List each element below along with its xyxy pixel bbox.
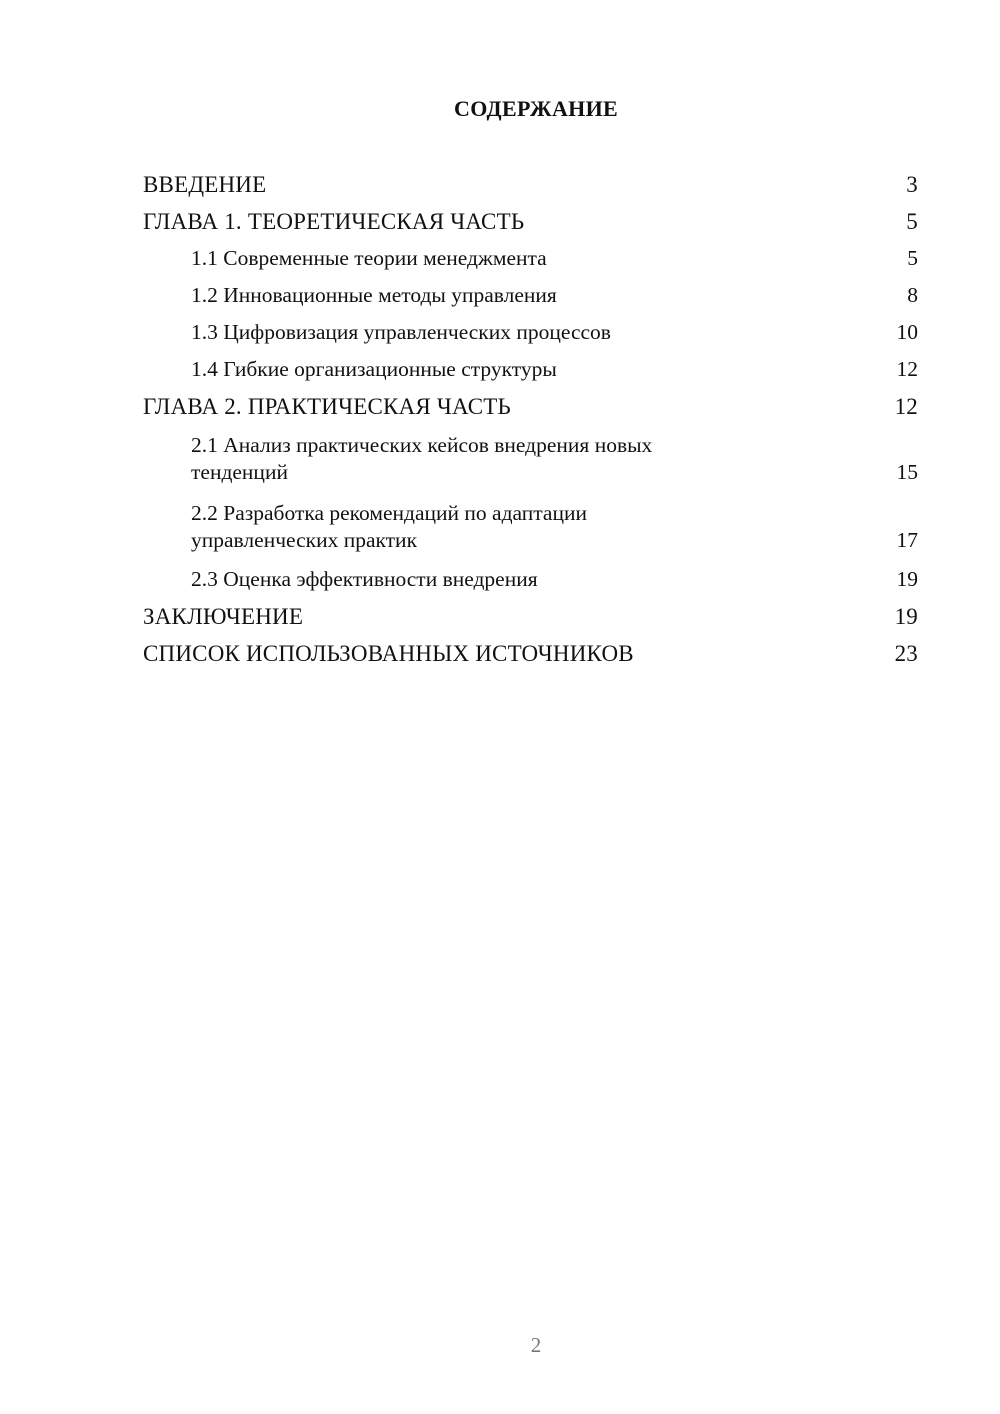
toc-entry-conclusion — [143, 600, 918, 637]
toc-entry-page: 8 — [907, 283, 918, 307]
toc-list — [143, 168, 918, 674]
toc-entry-page: 19 — [896, 567, 918, 591]
toc-entry-section-1-4 — [143, 353, 918, 390]
toc-entry-title: ЗАКЛЮЧЕНИЕ — [143, 604, 304, 629]
toc-entry-page: 10 — [896, 320, 918, 344]
toc-entry-section-2-3 — [143, 563, 918, 600]
toc-entry-title: 2.3 Оценка эффективности внедрения — [191, 567, 538, 591]
toc-entry-page: 3 — [906, 172, 918, 197]
page-number: 2 — [530, 1333, 542, 1357]
toc-entry-introduction — [143, 168, 918, 205]
toc-title: СОДЕРЖАНИЕ — [454, 96, 618, 121]
toc-entry-chapter-1 — [143, 205, 918, 242]
toc-entry-section-2-2 — [143, 495, 918, 563]
toc-entry-title: 1.3 Цифровизация управленческих процессов — [191, 320, 611, 344]
toc-entry-chapter-2 — [143, 390, 918, 427]
toc-entry-title: ГЛАВА 1. ТЕОРЕТИЧЕСКАЯ ЧАСТЬ — [143, 209, 525, 234]
toc-entry-page: 17 — [896, 528, 918, 552]
toc-entry-title: ГЛАВА 2. ПРАКТИЧЕСКАЯ ЧАСТЬ — [143, 394, 511, 419]
toc-entry-page: 5 — [906, 209, 918, 234]
toc-entry-title: 1.1 Современные теории менеджмента — [191, 246, 547, 270]
toc-entry-title: 1.2 Инновационные методы управления — [191, 283, 557, 307]
toc-entry-references — [143, 637, 918, 674]
toc-entry-page: 23 — [894, 641, 918, 666]
toc-entry-page: 15 — [896, 460, 918, 484]
toc-entry-page: 12 — [894, 394, 918, 419]
toc-entry-title: ВВЕДЕНИЕ — [143, 172, 267, 197]
toc-entry-section-2-1 — [143, 427, 918, 495]
toc-entry-section-1-3 — [143, 316, 918, 353]
toc-entry-title: СПИСОК ИСПОЛЬЗОВАННЫХ ИСТОЧНИКОВ — [143, 641, 634, 666]
toc-entry-section-1-2 — [143, 279, 918, 316]
toc-entry-title: 1.4 Гибкие организационные структуры — [191, 357, 557, 381]
toc-entry-section-1-1 — [143, 242, 918, 279]
toc-entry-title: 2.1 Анализ практических кейсов внедрения новых тенденций — [191, 433, 653, 484]
toc-entry-title: 2.2 Разработка рекомендаций по адаптации управленческих практик — [191, 501, 587, 552]
toc-entry-page: 5 — [907, 246, 918, 270]
toc-entry-page: 12 — [896, 357, 918, 381]
toc-entry-page: 19 — [894, 604, 918, 629]
